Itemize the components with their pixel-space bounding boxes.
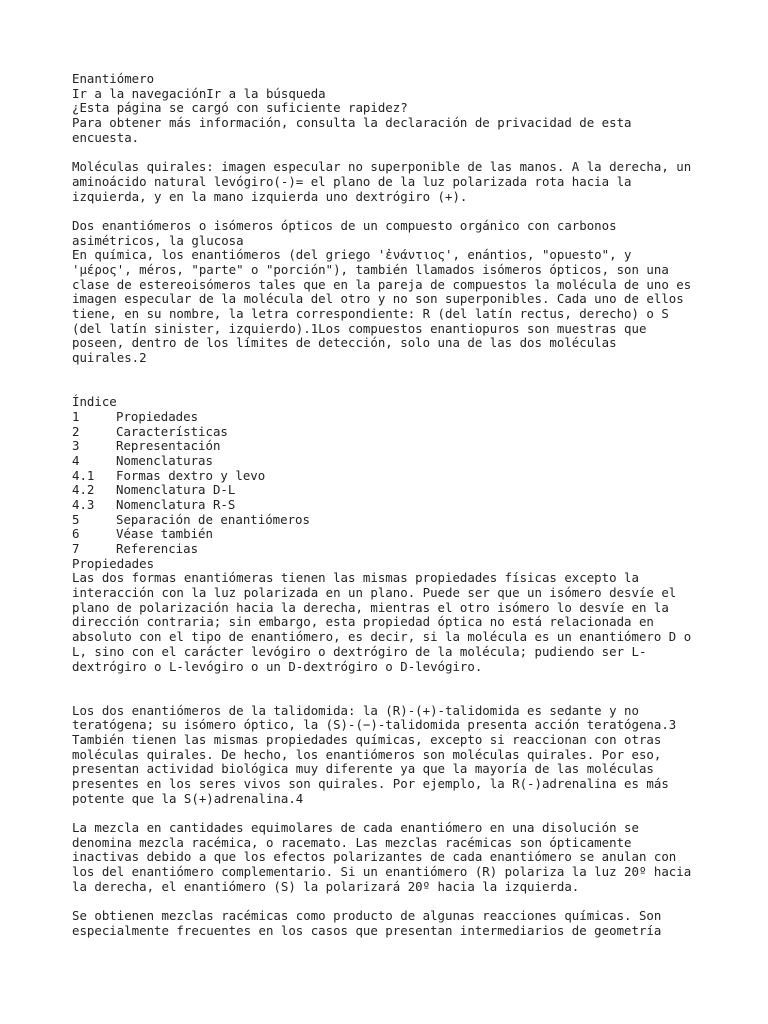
intro-line: poseen, dentro de los límites de detección, solo una de las dos moléculas bbox=[72, 335, 617, 351]
toc-item-number: 1 bbox=[72, 408, 80, 424]
toc-item[interactable] bbox=[72, 439, 712, 454]
toc-item-number: 4.1 bbox=[72, 467, 95, 483]
toc-item-number: 4.2 bbox=[72, 482, 95, 498]
intro-line: quirales.2 bbox=[72, 350, 147, 366]
survey-note-line: Para obtener más información, consulta la declaración de privacidad de esta bbox=[72, 115, 632, 131]
racemic-production-line: Se obtienen mezclas racémicas como producto de algunas reacciones químicas. Son bbox=[72, 908, 662, 924]
toc-item-label: Representación bbox=[116, 438, 221, 454]
racemic-line: La mezcla en cantidades equimolares de cada enantiómero en una disolución se bbox=[72, 820, 639, 836]
racemic-production-line: especialmente frecuentes en los casos que presentan intermediarios de geometría bbox=[72, 922, 662, 938]
toc-heading: Índice bbox=[72, 394, 117, 410]
racemic-line: los del enantiómero complementario. Si un enantiómero (R) polariza la luz 20º hacia bbox=[72, 864, 692, 880]
toc-item-label: Nomenclaturas bbox=[116, 452, 213, 468]
survey-note-line: encuesta. bbox=[72, 129, 140, 145]
page-title: Enantiómero bbox=[72, 71, 155, 86]
properties-line: plano de polarización hacia la derecha, mientras el otro isómero lo desvíe en la bbox=[72, 599, 669, 615]
toc-item-number: 3 bbox=[72, 438, 80, 454]
properties-line: dirección contraria; sin embargo, esta propiedad óptica no está relacionada en bbox=[72, 614, 654, 630]
thalidomide-line: También tienen las mismas propiedades químicas, excepto si reaccionan con otras bbox=[72, 731, 662, 747]
toc-item[interactable] bbox=[72, 513, 712, 528]
intro-line: tiene, en su nombre, la letra correspondiente: R (del latín rectus, derecho) o S bbox=[72, 306, 669, 321]
intro-line: 'μέρος', méros, "parte" o "porción"), también llamados isómeros ópticos, son una bbox=[72, 261, 669, 277]
thalidomide-line: presentan actividad biológica muy diferente ya que la mayoría de las moléculas bbox=[72, 761, 654, 777]
racemic-line: inactivas debido a que los efectos polarizantes de cada enantiómero se anulan con bbox=[72, 849, 677, 865]
survey-question: ¿Esta página se cargó con suficiente rapidez? bbox=[72, 100, 408, 116]
toc-item[interactable] bbox=[72, 469, 712, 484]
toc-item-label: Nomenclatura D-L bbox=[116, 482, 236, 498]
hands-caption-line: izquierda, y en la mano izquierda uno dextrógiro (+). bbox=[72, 188, 468, 204]
toc-item-number: 4 bbox=[72, 452, 80, 468]
toc-item-label: Separación de enantiómeros bbox=[116, 511, 310, 527]
toc-item-label: Referencias bbox=[116, 541, 199, 556]
glucose-caption-line: Dos enantiómeros o isómeros ópticos de un compuesto orgánico con carbonos bbox=[72, 217, 617, 233]
intro-line: clase de estereoisómeros tales que en la pareja de compuestos la molécula de uno es bbox=[72, 276, 692, 292]
thalidomide-line: potente que la S(+)adrenalina.4 bbox=[72, 790, 304, 806]
properties-line: absoluto con el tipo de enantiómero, es decir, si la molécula es un enantiómero D o bbox=[72, 629, 692, 645]
toc-item-label: Características bbox=[116, 423, 228, 439]
toc-item-number: 2 bbox=[72, 423, 80, 439]
hands-caption-line: aminoácido natural levógiro(-)= el plano de la luz polarizada rota hacia la bbox=[72, 173, 632, 189]
section-heading: Propiedades bbox=[72, 555, 155, 571]
glucose-caption-line: asimétricos, la glucosa bbox=[72, 232, 244, 248]
skip-links[interactable]: Ir a la navegaciónIr a la búsqueda bbox=[72, 85, 326, 101]
properties-line: L, sino con el carácter levógiro o dextrógiro de la molécula; pudiendo ser L- bbox=[72, 643, 647, 659]
toc-item-number: 7 bbox=[72, 541, 80, 556]
intro-line: (del latín sinister, izquierdo).1Los compuestos enantiopuros son muestras que bbox=[72, 320, 647, 336]
toc-item[interactable] bbox=[72, 498, 712, 513]
hands-caption-line: Moléculas quirales: imagen especular no superponible de las manos. A la derecha, un bbox=[72, 159, 692, 175]
toc-item-number: 4.3 bbox=[72, 496, 95, 512]
toc-item[interactable] bbox=[72, 483, 712, 498]
properties-line: Las dos formas enantiómeras tienen las mismas propiedades físicas excepto la bbox=[72, 570, 639, 586]
toc-item-label: Véase también bbox=[116, 526, 213, 542]
properties-line: interacción con la luz polarizada en un plano. Puede ser que un isómero desvíe el bbox=[72, 585, 677, 601]
toc-item[interactable] bbox=[72, 425, 712, 440]
thalidomide-line: Los dos enantiómeros de la talidomida: la (R)-(+)-talidomida es sedante y no bbox=[72, 702, 639, 718]
intro-line: En química, los enantiómeros (del griego 'ἐνάντιος', enántios, "opuesto", y bbox=[72, 247, 632, 263]
toc-item-number: 5 bbox=[72, 511, 80, 527]
thalidomide-line: presentes en los seres vivos son quirales. Por ejemplo, la R(-)adrenalina es más bbox=[72, 776, 669, 791]
toc-item[interactable] bbox=[72, 410, 712, 425]
toc-item-number: 6 bbox=[72, 526, 80, 542]
toc-item[interactable] bbox=[72, 542, 712, 557]
toc-item-label: Formas dextro y levo bbox=[116, 467, 266, 483]
intro-line: imagen especular de la molécula del otro y no son superponibles. Cada uno de ellos bbox=[72, 291, 684, 307]
thalidomide-line: teratógena; su isómero óptico, la (S)-(−)-talidomida presenta acción teratógena.3 bbox=[72, 717, 677, 733]
thalidomide-line: moléculas quirales. De hecho, los enantiómeros son moléculas quirales. Por eso, bbox=[72, 746, 662, 762]
toc-item-label: Nomenclatura R-S bbox=[116, 496, 236, 512]
toc-item[interactable] bbox=[72, 454, 712, 469]
racemic-line: la derecha, el enantiómero (S) la polarizará 20º hacia la izquierda. bbox=[72, 878, 580, 894]
document-page bbox=[72, 72, 712, 939]
racemic-line: denomina mezcla racémica, o racemato. Las mezclas racémicas son ópticamente bbox=[72, 834, 632, 850]
properties-line: dextrógiro o L-levógiro o un D-dextrógiro o D-levógiro. bbox=[72, 658, 483, 674]
toc-item[interactable] bbox=[72, 527, 712, 542]
toc-item-label: Propiedades bbox=[116, 408, 199, 424]
